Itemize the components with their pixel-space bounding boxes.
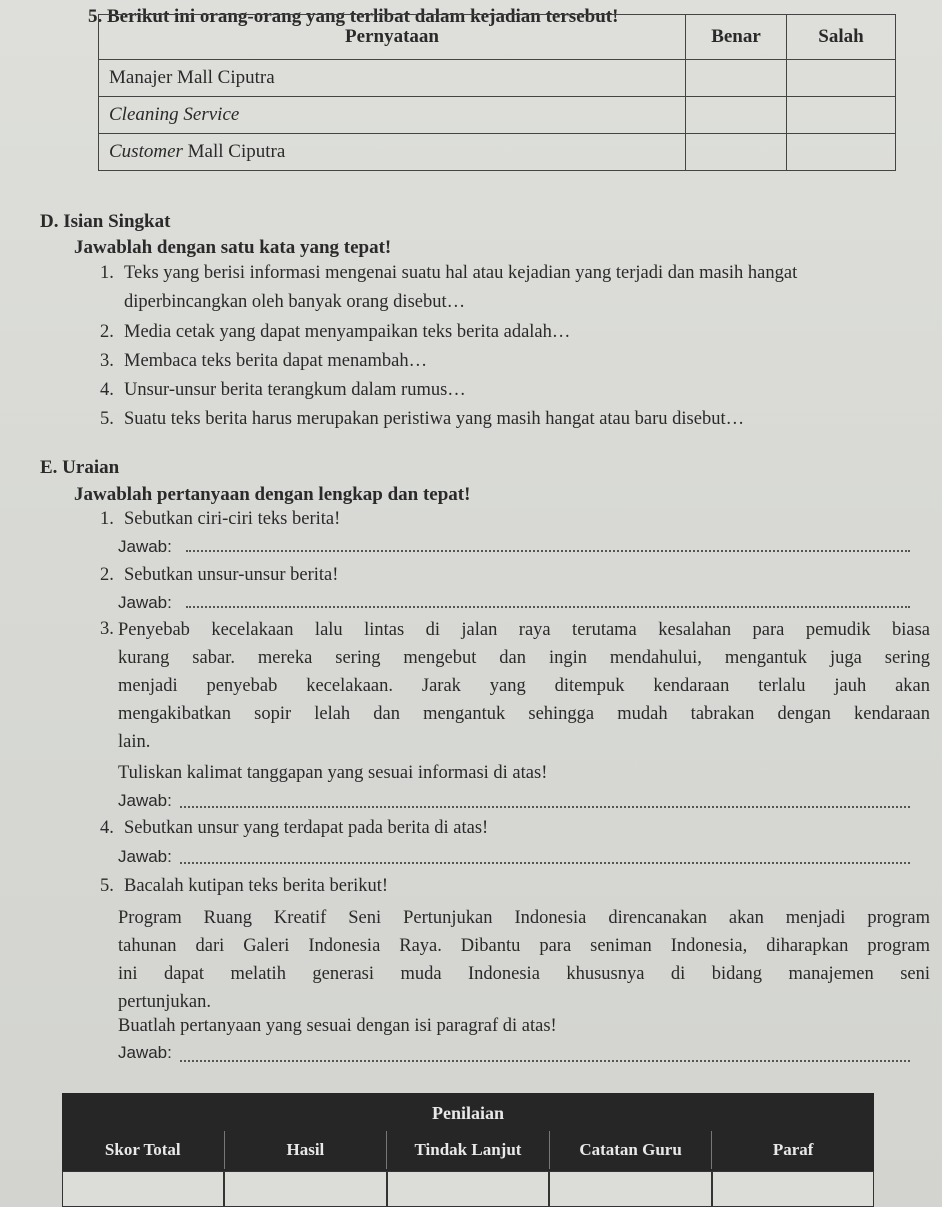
grading-cell[interactable] xyxy=(62,1171,224,1207)
section-d-title: D. Isian Singkat xyxy=(40,211,171,232)
e-q1-text: Sebutkan ciri-ciri teks berita! xyxy=(124,509,341,529)
paragraph-line: tahunan dari Galeri Indonesia Raya. Dibantu para seniman Indonesia, diharapkan program xyxy=(118,936,930,956)
table-row xyxy=(99,97,896,134)
section-e-title: E. Uraian xyxy=(40,457,120,478)
answer-label: Jawab: xyxy=(118,537,172,556)
d-item-number: 1. xyxy=(100,263,114,283)
grading-cell[interactable] xyxy=(712,1171,874,1207)
answer-label: Jawab: xyxy=(118,791,172,810)
false-checkbox-cell[interactable] xyxy=(787,134,896,171)
grading-col-hasil: Hasil xyxy=(224,1131,387,1169)
grading-cell[interactable] xyxy=(224,1171,386,1207)
e-q1-number: 1. xyxy=(100,509,114,529)
true-false-table xyxy=(98,14,896,171)
answer-line-3[interactable] xyxy=(180,806,910,808)
true-checkbox-cell[interactable] xyxy=(686,60,787,97)
d-item-number: 3. xyxy=(100,351,114,371)
answer-label: Jawab: xyxy=(118,1043,172,1062)
answer-line-2[interactable] xyxy=(186,606,910,608)
grading-cell[interactable] xyxy=(549,1171,711,1207)
paragraph-line: lain. xyxy=(118,732,151,752)
paragraph-line: Penyebab kecelakaan lalu lintas di jalan raya terutama kesalahan para pemudik biasa xyxy=(118,620,930,640)
d-item-number: 2. xyxy=(100,322,114,342)
answer-line-5[interactable] xyxy=(180,1060,910,1062)
true-checkbox-cell[interactable] xyxy=(686,97,787,134)
paragraph-line: Program Ruang Kreatif Seni Pertunjukan Indonesia direncanakan akan menjadi program xyxy=(118,908,930,928)
d-item-text: diperbincangkan oleh banyak orang disebut… xyxy=(124,292,466,312)
col-false: Salah xyxy=(787,15,896,60)
grading-title: Penilaian xyxy=(431,1103,504,1123)
e-q4-number: 4. xyxy=(100,818,114,838)
e-q5-number: 5. xyxy=(100,876,114,896)
false-checkbox-cell[interactable] xyxy=(787,60,896,97)
grading-col-skor-total: Skor Total xyxy=(104,1140,181,1159)
d-item-text: Teks yang berisi informasi mengenai suatu hal atau kejadian yang terjadi dan masih hangat xyxy=(124,263,798,283)
e-q3-prompt: Tuliskan kalimat tanggapan yang sesuai informasi di atas! xyxy=(118,763,548,783)
d-item-text: Media cetak yang dapat menyampaikan teks berita adalah… xyxy=(124,322,571,342)
section-e-instruction: Jawablah pertanyaan dengan lengkap dan tepat! xyxy=(74,484,471,505)
e-q3-paragraph xyxy=(118,616,930,756)
table-row xyxy=(99,134,896,171)
table-row xyxy=(99,60,896,97)
answer-line-4[interactable] xyxy=(180,862,910,864)
d-item-text: Membaca teks berita dapat menambah… xyxy=(124,351,428,371)
grading-col-paraf: Paraf xyxy=(711,1131,874,1169)
grading-col-tindak-lanjut: Tindak Lanjut xyxy=(386,1131,549,1169)
d-item-text: Suatu teks berita harus merupakan peristiwa yang masih hangat atau baru disebut… xyxy=(124,409,745,429)
row-statement: Cleaning Service xyxy=(99,97,686,134)
answer-label: Jawab: xyxy=(118,593,172,612)
paragraph-line: pertunjukan. xyxy=(118,992,211,1012)
paragraph-line: ini dapat melatih generasi muda Indonesia khususnya di bidang manajemen seni xyxy=(118,964,930,984)
grading-col-catatan-guru: Catatan Guru xyxy=(549,1131,712,1169)
answer-line-1[interactable] xyxy=(186,550,910,552)
e-q5-prompt: Buatlah pertanyaan yang sesuai dengan isi paragraf di atas! xyxy=(118,1016,557,1036)
section-d-instruction: Jawablah dengan satu kata yang tepat! xyxy=(74,237,392,258)
row-statement: Customer Mall Ciputra xyxy=(99,134,686,171)
e-q5-text: Bacalah kutipan teks berita berikut! xyxy=(124,876,389,896)
d-item-number: 5. xyxy=(100,409,114,429)
paragraph-line: mengakibatkan sopir lelah dan mengantuk sehingga mudah tabrakan dengan kendaraan xyxy=(118,704,930,724)
e-q2-number: 2. xyxy=(100,565,114,585)
e-q3-number: 3. xyxy=(100,619,114,639)
d-item-number: 4. xyxy=(100,380,114,400)
answer-label: Jawab: xyxy=(118,847,172,866)
e-q5-excerpt xyxy=(118,904,930,1016)
col-statement: Pernyataan xyxy=(99,15,686,60)
e-q2-text: Sebutkan unsur-unsur berita! xyxy=(124,565,339,585)
paragraph-line: menjadi penyebab kecelakaan. Jarak yang ditempuk kendaraan terlalu jauh akan xyxy=(118,676,930,696)
true-checkbox-cell[interactable] xyxy=(686,134,787,171)
paragraph-line: kurang sabar. mereka sering mengebut dan ingin mendahului, mengantuk juga sering xyxy=(118,648,930,668)
q5-title: 5. Berikut ini orang-orang yang terlibat dalam kejadian tersebut! xyxy=(88,6,619,27)
e-q4-text: Sebutkan unsur yang terdapat pada berita di atas! xyxy=(124,818,489,838)
row-statement: Manajer Mall Ciputra xyxy=(99,60,686,97)
grading-table xyxy=(62,1093,874,1207)
col-true: Benar xyxy=(686,15,787,60)
d-item-text: Unsur-unsur berita terangkum dalam rumus… xyxy=(124,380,466,400)
false-checkbox-cell[interactable] xyxy=(787,97,896,134)
grading-cell[interactable] xyxy=(387,1171,549,1207)
